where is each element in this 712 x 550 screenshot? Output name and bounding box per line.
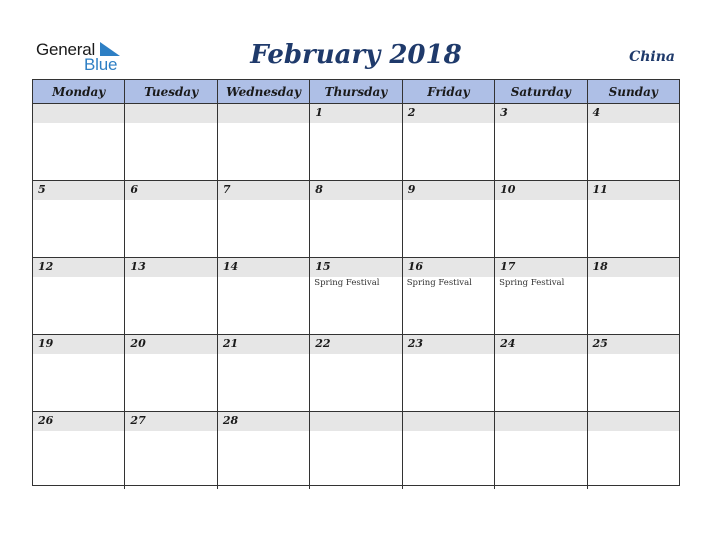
day-number: 17 <box>500 260 516 273</box>
week-row <box>33 412 679 489</box>
day-cell[interactable] <box>403 258 495 334</box>
country-label: China <box>629 49 675 65</box>
day-cell[interactable] <box>125 335 217 411</box>
day-cell[interactable] <box>33 412 125 489</box>
day-cell[interactable] <box>588 181 679 257</box>
day-cell-header <box>33 181 124 200</box>
day-cell[interactable] <box>588 412 679 489</box>
day-cell[interactable] <box>218 412 310 489</box>
holiday-label: Spring Festival <box>314 278 380 288</box>
weekday-header: Tuesday <box>125 80 217 103</box>
day-cell-header <box>125 181 216 200</box>
day-cell[interactable] <box>588 335 679 411</box>
day-cell[interactable] <box>33 181 125 257</box>
day-number: 21 <box>222 337 239 350</box>
weekday-header: Wednesday <box>218 80 310 103</box>
day-number: 3 <box>500 106 508 119</box>
day-cell[interactable] <box>218 104 310 180</box>
day-number: 2 <box>407 106 416 119</box>
day-cell[interactable] <box>403 181 495 257</box>
day-number: 5 <box>38 183 46 196</box>
day-number: 7 <box>222 183 231 196</box>
day-cell-header <box>495 412 586 431</box>
day-cell[interactable] <box>495 181 587 257</box>
holiday-label: Spring Festival <box>406 278 472 288</box>
day-cell-header <box>310 181 401 200</box>
day-cell-header <box>125 104 216 123</box>
day-cell[interactable] <box>310 335 402 411</box>
day-cell[interactable] <box>588 258 679 334</box>
day-number: 8 <box>315 183 323 196</box>
day-cell[interactable] <box>495 104 587 180</box>
weekday-header: Saturday <box>495 80 587 103</box>
day-cell[interactable] <box>310 181 402 257</box>
day-number: 26 <box>38 414 54 427</box>
day-number: 20 <box>130 337 146 350</box>
day-cell-header <box>588 104 679 123</box>
day-cell[interactable] <box>310 104 402 180</box>
day-cell[interactable] <box>310 412 402 489</box>
logo-text-blue: Blue <box>84 55 118 74</box>
weekday-header: Friday <box>403 80 495 103</box>
week-row <box>33 104 679 181</box>
day-number: 25 <box>592 337 608 350</box>
day-cell[interactable] <box>33 104 125 180</box>
weekday-header: Thursday <box>310 80 402 103</box>
day-cell[interactable] <box>33 335 125 411</box>
week-row <box>33 258 679 335</box>
day-cell[interactable] <box>588 104 679 180</box>
day-cell[interactable] <box>495 335 587 411</box>
logo-text-general: General <box>36 40 96 59</box>
day-cell[interactable] <box>125 104 217 180</box>
day-number: 10 <box>500 183 516 196</box>
day-cell[interactable] <box>403 335 495 411</box>
calendar-title: February 2018 <box>250 40 462 70</box>
holiday-label: Spring Festival <box>499 278 565 288</box>
day-number: 18 <box>592 260 608 273</box>
day-cell-header <box>218 104 309 123</box>
day-cell-header <box>218 181 309 200</box>
day-cell[interactable] <box>33 258 125 334</box>
day-cell-header <box>310 104 401 123</box>
day-cell[interactable] <box>403 412 495 489</box>
day-cell-header <box>33 104 124 123</box>
week-row <box>33 181 679 258</box>
weekday-header: Monday <box>33 80 125 103</box>
week-row <box>33 335 679 412</box>
weekday-header: Sunday <box>608 84 658 99</box>
day-cell-header <box>588 412 679 431</box>
day-number: 9 <box>407 183 416 196</box>
day-cell[interactable] <box>218 335 310 411</box>
day-number: 24 <box>500 337 516 350</box>
weekday-header-row <box>33 80 679 104</box>
day-cell[interactable] <box>403 104 495 180</box>
day-cell-header <box>495 104 586 123</box>
day-cell-header <box>310 412 401 431</box>
day-cell[interactable] <box>125 258 217 334</box>
day-number: 11 <box>592 183 608 196</box>
day-cell[interactable] <box>495 412 587 489</box>
day-cell[interactable] <box>218 181 310 257</box>
day-cell[interactable] <box>310 258 402 334</box>
day-cell[interactable] <box>125 412 217 489</box>
day-number: 4 <box>592 106 601 119</box>
day-number: 27 <box>130 414 146 427</box>
day-number: 1 <box>315 106 323 119</box>
day-cell-header <box>403 412 494 431</box>
day-cell-header <box>403 181 494 200</box>
day-number: 19 <box>38 337 54 350</box>
day-number: 13 <box>130 260 146 273</box>
day-cell[interactable] <box>495 258 587 334</box>
day-number: 28 <box>222 414 239 427</box>
day-number: 22 <box>315 337 331 350</box>
day-cell-header <box>403 104 494 123</box>
day-number: 14 <box>222 260 239 273</box>
day-number: 23 <box>407 337 423 350</box>
day-cell[interactable] <box>218 258 310 334</box>
day-cell[interactable] <box>125 181 217 257</box>
day-number: 15 <box>315 260 331 273</box>
day-number: 16 <box>407 260 423 273</box>
day-number: 12 <box>38 260 54 273</box>
day-number: 6 <box>130 183 139 196</box>
calendar-grid <box>32 79 680 486</box>
